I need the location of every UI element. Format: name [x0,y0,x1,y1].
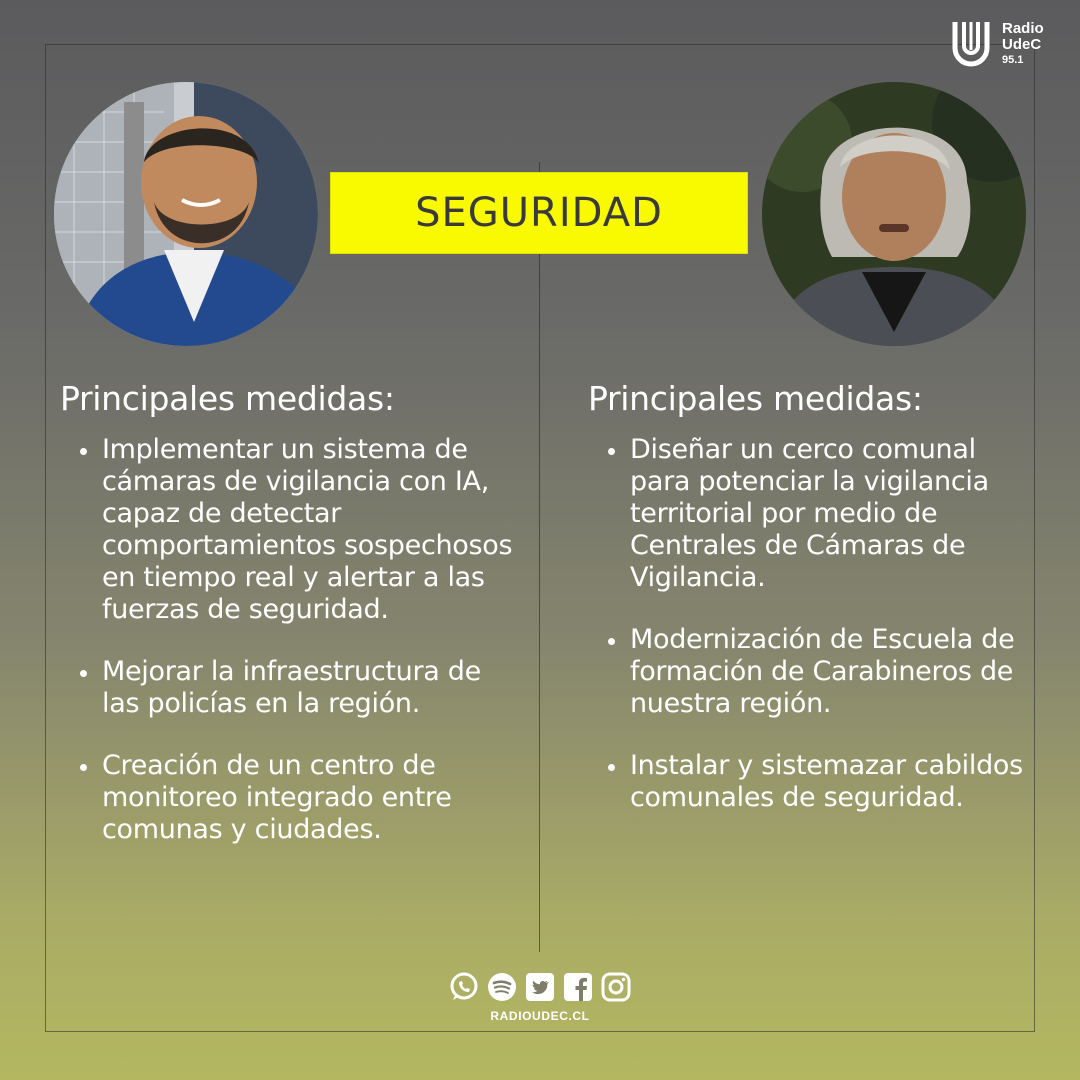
logo-name-line2: UdeC [1002,36,1042,53]
right-candidate-photo [762,82,1026,346]
measure-text: Instalar y sistemazar cabildos comunales de seguridad. [630,750,1023,813]
radio-udec-logo [951,20,1061,72]
list-item [588,624,1043,720]
right-candidate-portrait [762,82,1026,346]
left-candidate-photo [54,82,318,346]
facebook-icon[interactable] [562,971,594,1003]
list-item [588,750,1043,814]
bullet-icon [608,638,615,645]
right-candidate-column [588,378,1043,844]
bullet-icon [80,670,87,677]
measure-text: Implementar un sistema de cámaras de vigilancia con IA, capaz de detectar comportamientos sospechosos en tiempo real y alertar a las fuerzas de seguridad. [102,434,513,625]
bullet-icon [80,448,87,455]
logo-frequency: 95.1 [1002,54,1024,66]
left-candidate-portrait [54,82,318,346]
right-column-heading: Principales medidas: [588,379,923,418]
left-candidate-column [60,378,525,876]
whatsapp-icon[interactable] [448,971,480,1003]
logo-wordmark [1002,21,1044,67]
left-column-heading: Principales medidas: [60,379,395,418]
measure-text: Creación de un centro de monitoreo integrado entre comunas y ciudades. [102,750,452,845]
logo-name-line1: Radio [1002,20,1044,37]
topic-banner [330,172,748,254]
radio-udec-logo-mark [951,20,991,68]
list-item [60,656,525,720]
left-measures-list [60,434,525,846]
column-divider [539,162,540,952]
twitter-icon[interactable] [524,971,556,1003]
measure-text: Modernización de Escuela de formación de Carabineros de nuestra región. [630,624,1015,719]
social-links [448,969,632,1005]
list-item [60,750,525,846]
measure-text: Diseñar un cerco comunal para potenciar la vigilancia territorial por medio de Centrales de Cámaras de Vigilancia. [630,434,989,593]
list-item [588,434,1043,594]
bullet-icon [608,764,615,771]
instagram-icon[interactable] [600,971,632,1003]
bullet-icon [80,764,87,771]
measure-text: Mejorar la infraestructura de las policías en la región. [102,656,481,719]
website-link[interactable]: RADIOUDEC.CL [490,1009,590,1023]
list-item [60,434,525,626]
bullet-icon [608,448,615,455]
spotify-icon[interactable] [486,971,518,1003]
right-measures-list [588,434,1043,814]
topic-title: SEGURIDAD [415,190,663,236]
